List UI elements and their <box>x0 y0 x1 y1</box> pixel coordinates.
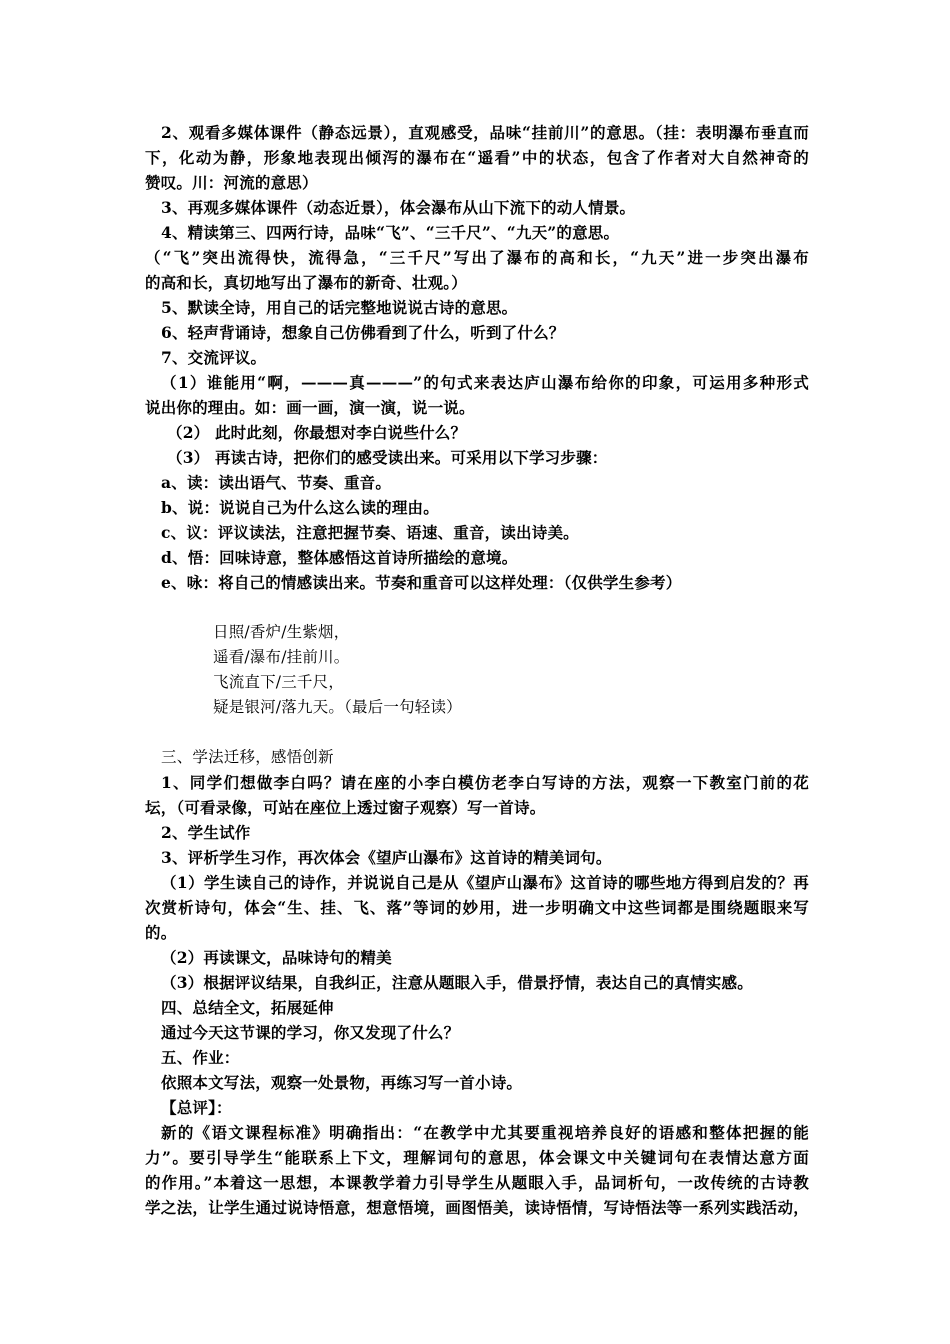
text-line: 三、学法迁移，感悟创新 <box>161 748 334 766</box>
text-line: 日照/香炉/生紫烟， <box>213 623 350 641</box>
text-line: 赞叹。川：河流的意思） <box>145 173 318 192</box>
text-line: 3、评析学生习作，再次体会《望庐山瀑布》这首诗的精美词句。 <box>161 848 612 867</box>
text-line: （“飞”突出流得快，流得急，“三千尺”写出了瀑布的高和长，“九天”进一步突出瀑布 <box>145 248 809 267</box>
text-line: a、读：读出语气、节奏、重音。 <box>161 473 392 492</box>
text-line: e、咏：将自己的情感读出来。节奏和重音可以这样处理：（仅供学生参考） <box>161 573 682 592</box>
text-line: 五、作业： <box>161 1048 240 1067</box>
text-line: 【总评】： <box>161 1098 232 1117</box>
text-line: 6、轻声背诵诗，想象自己仿佛看到了什么，听到了什么？ <box>161 323 565 342</box>
text-line: 3、再观多媒体课件（动态近景），体会瀑布从山下流下的动人情景。 <box>161 198 636 217</box>
text-line: （2）再读课文，品味诗句的精美 <box>161 948 392 967</box>
text-line: 次赏析诗句，体会“生、挂、飞、落”等词的妙用，进一步明确文中这些词都是围绕题眼来写 <box>145 898 809 917</box>
text-line: 通过今天这节课的学习，你又发现了什么？ <box>161 1023 460 1042</box>
text-line: c、议：评议读法，注意把握节奏、语速、重音，读出诗美。 <box>161 523 579 542</box>
text-line: 的作用。”本着这一思想，本课教学着力引导学生从题眼入手，品词析句，一改传统的古诗教 <box>145 1173 809 1192</box>
blank-line <box>145 595 809 620</box>
text-line: 2、学生试作 <box>161 823 251 842</box>
text-line: b、说：说说自己为什么这么读的理由。 <box>161 498 439 517</box>
text-line: 力”。要引导学生“能联系上下文，理解词句的意思，体会课文中关键词句在表情达意方面 <box>145 1148 809 1167</box>
text-line: 下，化动为静，形象地表现出倾泻的瀑布在“遥看”中的状态，包含了作者对大自然神奇的 <box>145 148 809 167</box>
text-line: d、悟：回味诗意，整体感悟这首诗所描绘的意境。 <box>161 548 518 567</box>
text-line: （1）学生读自己的诗作，并说说自己是从《望庐山瀑布》这首诗的哪些地方得到启发的？再 <box>161 873 809 892</box>
text-line: 说出你的理由。如：画一画，演一演，说一说。 <box>145 398 475 417</box>
text-line: 四、总结全文，拓展延伸 <box>161 998 334 1017</box>
text-line: 1、同学们想做李白吗？请在座的小李白模仿老李白写诗的方法，观察一下教室门前的花 <box>161 773 809 792</box>
text-line: （1）谁能用“啊，———真———”的句式来表达庐山瀑布给你的印象，可运用多种形式 <box>161 373 809 392</box>
text-line: 飞流直下/三千尺， <box>213 673 345 691</box>
text-line: 7、交流评议。 <box>161 348 267 367</box>
text-line: （3）根据评议结果，自我纠正，注意从题眼入手，借景抒情，表达自己的真情实感。 <box>161 973 753 992</box>
text-line: 5、默读全诗，用自己的话完整地说说古诗的意思。 <box>161 298 518 317</box>
text-line: 4、精读第三、四两行诗，品味“飞”、“三千尺”、“九天”的意思。 <box>161 223 620 242</box>
text-line: 疑是银河/落九天。（最后一句轻读） <box>213 698 462 716</box>
document-body <box>145 120 809 1220</box>
text-line: 坛，（可看录像，可站在座位上透过窗子观察）写一首诗。 <box>145 798 546 817</box>
blank-line <box>145 720 809 745</box>
text-line: （2） 此时此刻，你最想对李白说些什么？ <box>167 423 467 442</box>
text-line: 的高和长，真切地写出了瀑布的新奇、壮观。） <box>145 273 467 292</box>
text-line: 遥看/瀑布/挂前川。 <box>213 648 350 666</box>
text-line: 的。 <box>145 923 177 942</box>
text-line: 依照本文写法，观察一处景物，再练习写一首小诗。 <box>161 1073 523 1092</box>
text-line: 新的《语文课程标准》明确指出：“在教学中尤其要重视培养良好的语感和整体把握的能 <box>161 1123 809 1142</box>
text-line: （3） 再读古诗，把你们的感受读出来。可采用以下学习步骤： <box>167 448 608 467</box>
text-line: 2、观看多媒体课件（静态远景），直观感受，品味“挂前川”的意思。（挂：表明瀑布垂直而 <box>161 123 809 142</box>
text-line: 学之法，让学生通过说诗悟意，想意悟境，画图悟美，读诗悟情，写诗悟法等一系列实践活动， <box>145 1198 809 1217</box>
